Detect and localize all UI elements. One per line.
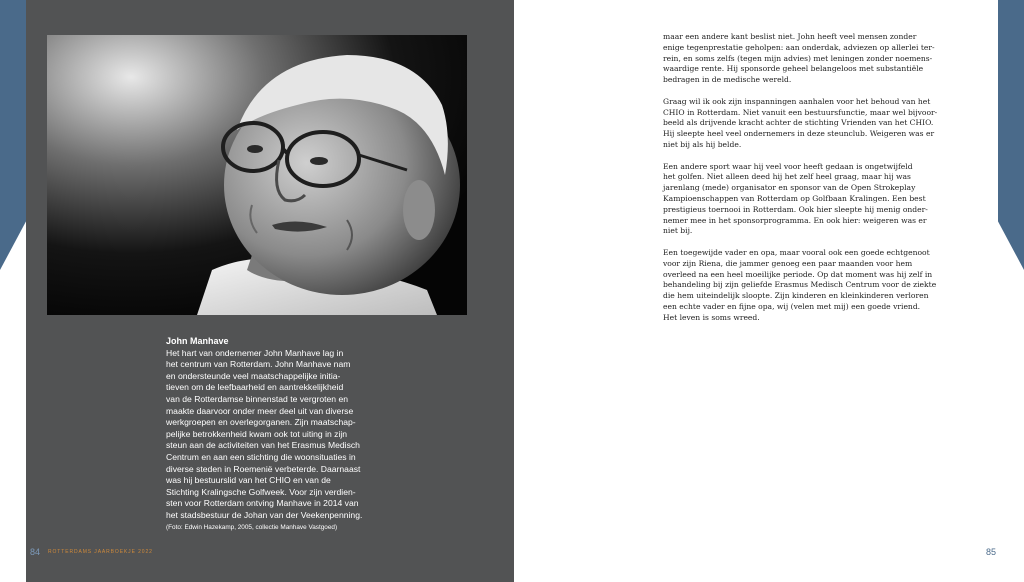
article-body: [663, 32, 963, 334]
caption-line: het centrum van Rotterdam. John Manhave nam: [166, 359, 351, 370]
text-line: die hem uiteindelijk sloopte. Zijn kinderen en kleinkinderen verloren: [663, 291, 929, 301]
text-line: Een andere sport waar hij veel voor heeft gedaan is ongetwijfeld: [663, 161, 913, 171]
text-line: bedragen in de medische wereld.: [663, 75, 792, 85]
caption-line: en ondersteunde veel maatschappelijke initia-: [166, 370, 341, 381]
left-page: [26, 0, 514, 582]
left-edge-tab: [0, 0, 26, 270]
portrait-photo: [47, 35, 467, 315]
text-line: Het leven is soms wreed.: [663, 312, 760, 322]
page-number-right: 85: [986, 547, 997, 557]
portrait-illustration: [47, 35, 467, 315]
text-line: voor zijn Riena, die jammer genoeg een paar maanden voor hem: [663, 258, 913, 268]
text-line: Hij sleepte heel veel ondernemers in deze steunclub. Weigeren was er: [663, 129, 935, 139]
caption-line: tieven om de leefbaarheid en aantrekkelijkheid: [166, 382, 344, 393]
text-line: behandeling bij zijn geliefde Erasmus Medisch Centrum voor de ziekte: [663, 280, 937, 290]
caption-line: sten voor Rotterdam ontving Manhave in 2014 van: [166, 498, 359, 509]
caption-line: pelijke betrokkenheid kwam ook tot uiting in zijn: [166, 428, 348, 439]
caption-title: John Manhave: [166, 336, 229, 346]
paragraph: [663, 32, 963, 86]
text-line: niet bij.: [663, 226, 693, 236]
caption-line: Centrum en aan een stichting die woonsituaties in: [166, 451, 356, 462]
caption-line: van de Rotterdamse binnenstad te vergroten en: [166, 393, 349, 404]
page-number-left: 84: [30, 547, 41, 557]
text-line: maar een andere kant beslist niet. John heeft veel mensen zonder: [663, 32, 917, 41]
caption-line: het stadsbestuur de Johan van der Veekenpenning.: [166, 509, 363, 520]
right-edge-tab: [998, 0, 1024, 270]
caption-line: Het hart van ondernemer John Manhave lag in: [166, 347, 344, 358]
text-line: jarenlang (mede) organisator en sponsor van de Open Strokeplay: [663, 183, 916, 193]
text-line: het golfen. Niet alleen deed hij het zelf heel graag, maar hij was: [663, 172, 911, 182]
caption-line: diverse steden in Roemenië verbeterde. Daarnaast: [166, 463, 361, 474]
text-line: Graag wil ik ook zijn inspanningen aanhalen voor het behoud van het: [663, 96, 931, 106]
text-line: waardige rente. Hij sponsorde geheel belangeloos met substantiële: [663, 64, 924, 74]
caption-line: maakte daarvoor onder meer deel uit van diverse: [166, 405, 354, 416]
caption-line: werkgroepen en overlegorganen. Zijn maatschap-: [166, 417, 356, 428]
text-line: een echte vader en fijne opa, wij (velen met mij) een goede vriend.: [663, 301, 921, 311]
text-line: prestigieus toernooi in Rotterdam. Ook hier sleepte hij menig onder-: [663, 204, 928, 214]
caption-line: steun aan de activiteiten van het Erasmus Medisch: [166, 440, 360, 451]
paragraph: [663, 248, 963, 324]
caption-line: Stichting Kralingsche Golfweek. Voor zijn verdien-: [166, 486, 356, 497]
paragraph: [663, 97, 963, 151]
text-line: rein, en soms zelfs (tegen mijn advies) met leningen zonder noemens-: [663, 53, 933, 63]
caption-line: was hij bestuurslid van het CHIO en van de: [166, 475, 331, 486]
photo-caption: [166, 336, 381, 534]
text-line: CHIO in Rotterdam. Niet vanuit een bestuursfunctie, maar wel bijvoor-: [663, 107, 938, 117]
running-head: ROTTERDAMS JAARBOEKJE 2022: [48, 549, 153, 555]
text-line: niet bij als hij belde.: [663, 139, 742, 149]
text-line: overleed na een heel moeilijke periode. Op dat moment was hij zelf in: [663, 269, 933, 279]
paragraph: [663, 162, 963, 238]
text-line: enige tegenprestatie geholpen: aan onderdak, adviezen op allerlei ter-: [663, 42, 935, 52]
text-line: Een toegewijde vader en opa, maar vooral ook een goede echtgenoot: [663, 247, 930, 257]
text-line: Kampioenschappen van Rotterdam op Golfbaan Kralingen. Een best: [663, 193, 926, 203]
text-line: beeld als drijvende kracht achter de stichting Vrienden van het CHIO.: [663, 118, 934, 128]
photo-credit: (Foto: Edwin Hazekamp, 2005, collectie Manhave Vastgoed): [166, 523, 338, 531]
text-line: nemer mee in het sponsorprogramma. En ook hier: weigeren was er: [663, 215, 927, 225]
